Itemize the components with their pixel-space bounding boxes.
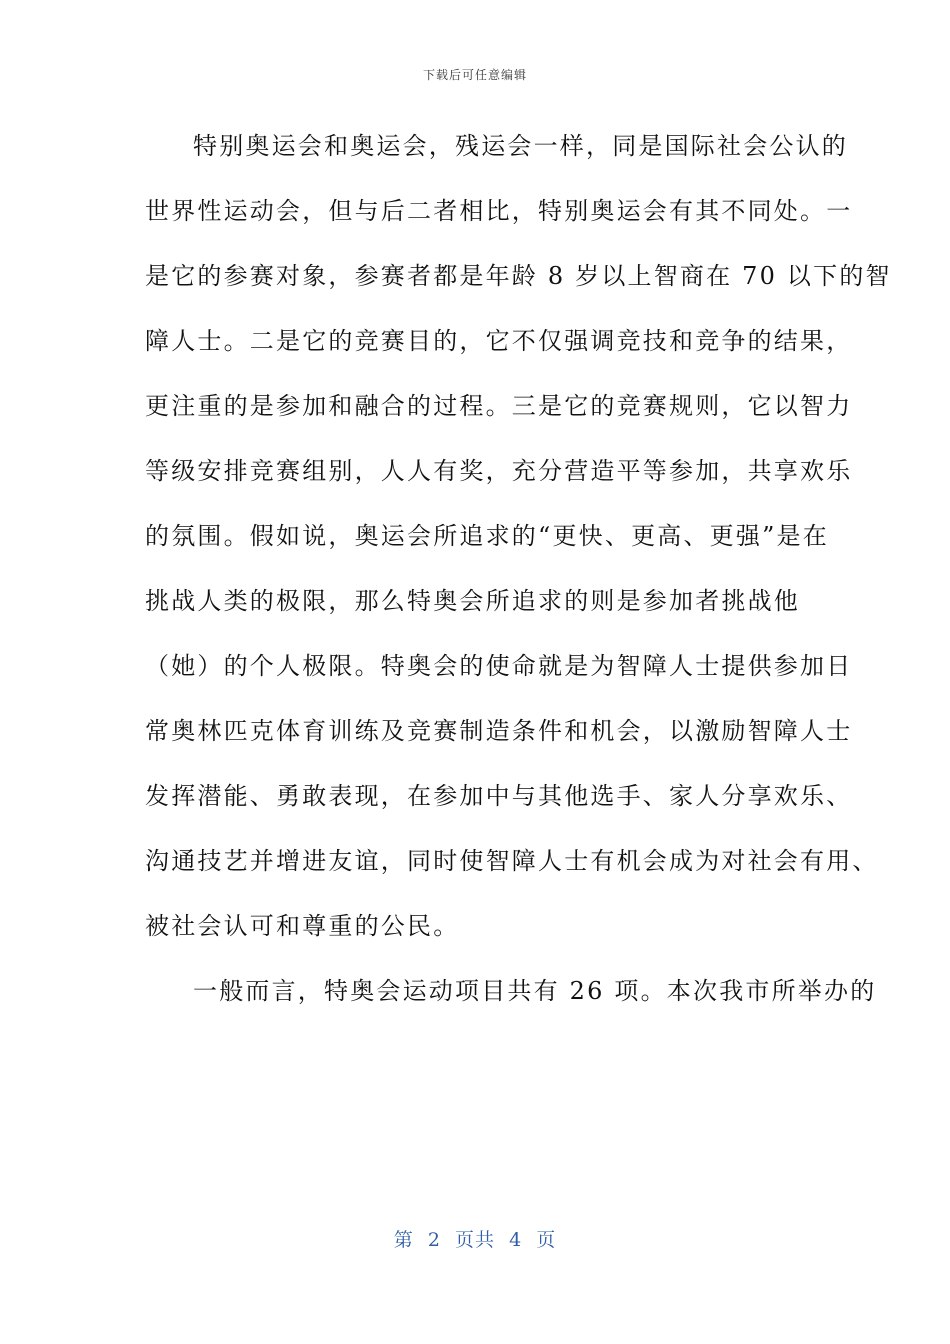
body-text [145, 126, 892, 1036]
paragraph-line: 等级安排竞赛组别，人人有奖，充分营造平等参加，共享欢乐 [145, 457, 853, 485]
paragraph-line: 一般而言，特奥会运动项目共有 26 项。本次我市所举办的 [193, 977, 877, 1005]
paragraph-line: 世界性运动会，但与后二者相比，特别奥运会有其不同处。一 [145, 197, 853, 225]
paragraph-line: 被社会认可和尊重的公民。 [145, 912, 460, 940]
paragraph-line: 的氛围。假如说，奥运会所追求的“更快、更高、更强”是在 [145, 522, 829, 550]
paragraph-line: 发挥潜能、勇敢表现，在参加中与其他选手、家人分享欢乐、 [145, 782, 853, 810]
paragraph-line: 沟通技艺并增进友谊，同时使智障人士有机会成为对社会有用、 [145, 847, 879, 875]
paragraph-line: （她）的个人极限。特奥会的使命就是为智障人士提供参加日 [145, 652, 853, 680]
paragraph-line: 常奥林匹克体育训练及竞赛制造条件和机会，以激励智障人士 [145, 717, 853, 745]
paragraph-line: 更注重的是参加和融合的过程。三是它的竞赛规则，它以智力 [145, 392, 853, 420]
page-number-footer: 第 2 页共 4 页 [393, 1229, 557, 1251]
paragraph-line: 障人士。二是它的竞赛目的，它不仅强调竞技和竞争的结果， [145, 327, 853, 355]
paragraph-line: 挑战人类的极限，那么特奥会所追求的则是参加者挑战他 [145, 587, 800, 615]
paragraph-line: 是它的参赛对象，参赛者都是年龄 8 岁以上智商在 70 以下的智 [145, 262, 892, 290]
header-note: 下载后可任意编辑 [422, 68, 527, 82]
paragraph-line: 特别奥运会和奥运会，残运会一样，同是国际社会公认的 [193, 132, 848, 160]
